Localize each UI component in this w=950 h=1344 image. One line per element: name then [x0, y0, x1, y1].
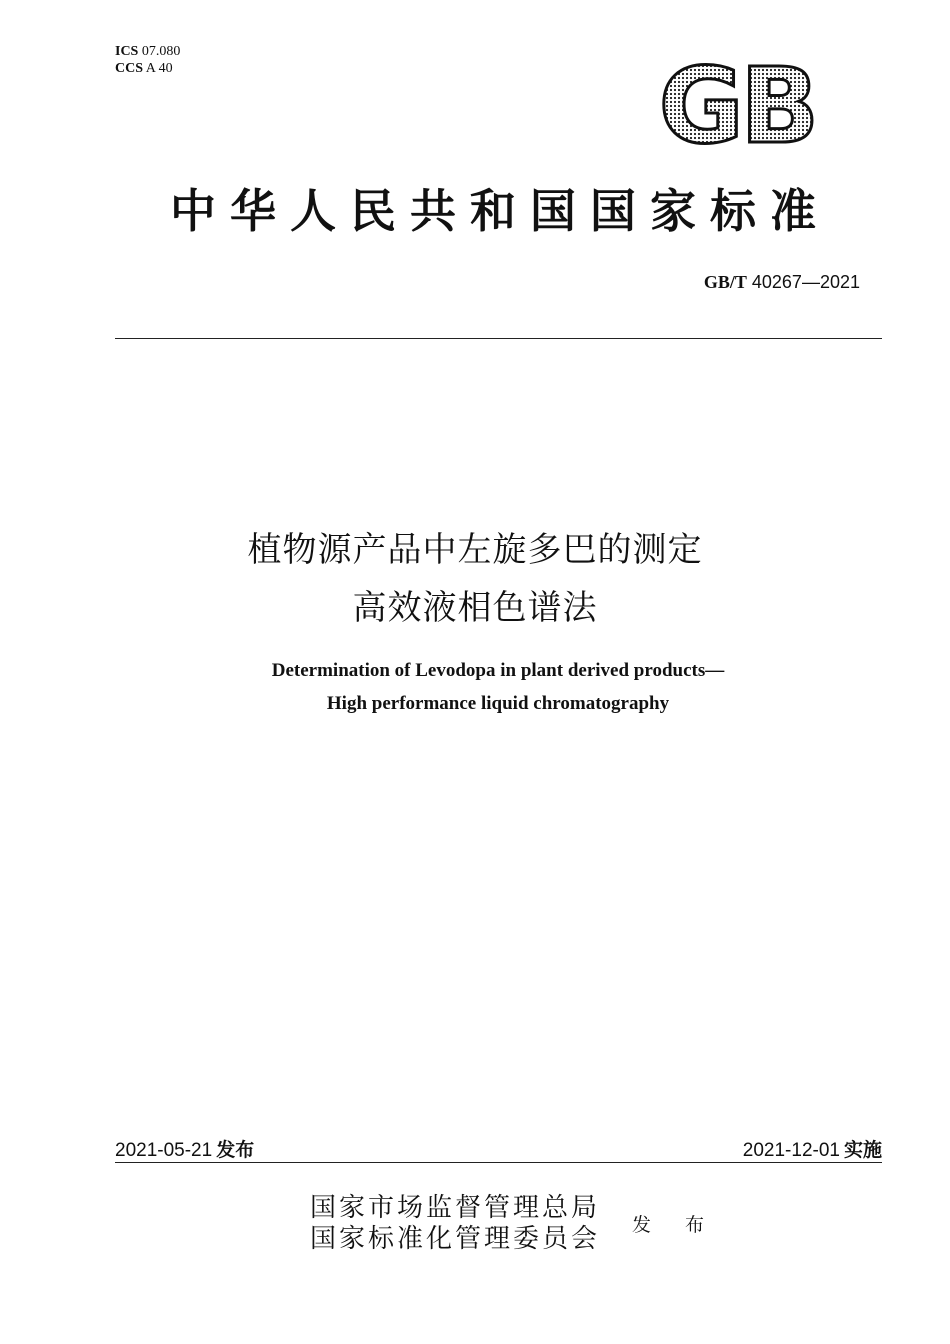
english-title-line-2: High performance liquid chromatography	[326, 693, 670, 714]
gb-logo	[645, 56, 830, 151]
issue-date-value: 2021-05-21	[115, 1140, 213, 1161]
ccs-value: A 40	[145, 61, 173, 76]
standard-code: 40267—2021	[751, 272, 860, 292]
chinese-title-line-2: 高效液相色谱法	[352, 588, 598, 628]
issue-date	[115, 1135, 254, 1162]
english-title-line-1: Determination of Levodopa in plant derived products—	[271, 660, 725, 681]
implementation-date-label: 实施	[843, 1139, 882, 1161]
national-standard-title: 中华人民共和国国家标准	[170, 184, 830, 238]
standard-number	[704, 272, 860, 293]
top-divider	[115, 338, 882, 339]
gb-logo-text: GB	[658, 56, 816, 151]
ics-code	[115, 43, 180, 60]
bottom-divider	[115, 1162, 882, 1163]
ccs-label: CCS	[115, 61, 144, 76]
implementation-date	[743, 1135, 882, 1162]
classification-codes	[115, 43, 180, 77]
chinese-title-line-1: 植物源产品中左旋多巴的测定	[247, 530, 703, 570]
ccs-code	[115, 60, 180, 77]
issuer-samr: 国家市场监督管理总局	[310, 1193, 601, 1223]
issue-word: 发 布	[632, 1214, 719, 1236]
ics-value: 07.080	[141, 44, 181, 59]
issuer-sac: 国家标准化管理委员会	[310, 1224, 601, 1254]
implementation-date-value: 2021-12-01	[742, 1140, 840, 1161]
standard-prefix: GB/T	[703, 272, 747, 292]
issue-date-label: 发布	[216, 1139, 255, 1161]
issuing-authorities	[310, 1193, 600, 1255]
ics-label: ICS	[115, 44, 139, 59]
